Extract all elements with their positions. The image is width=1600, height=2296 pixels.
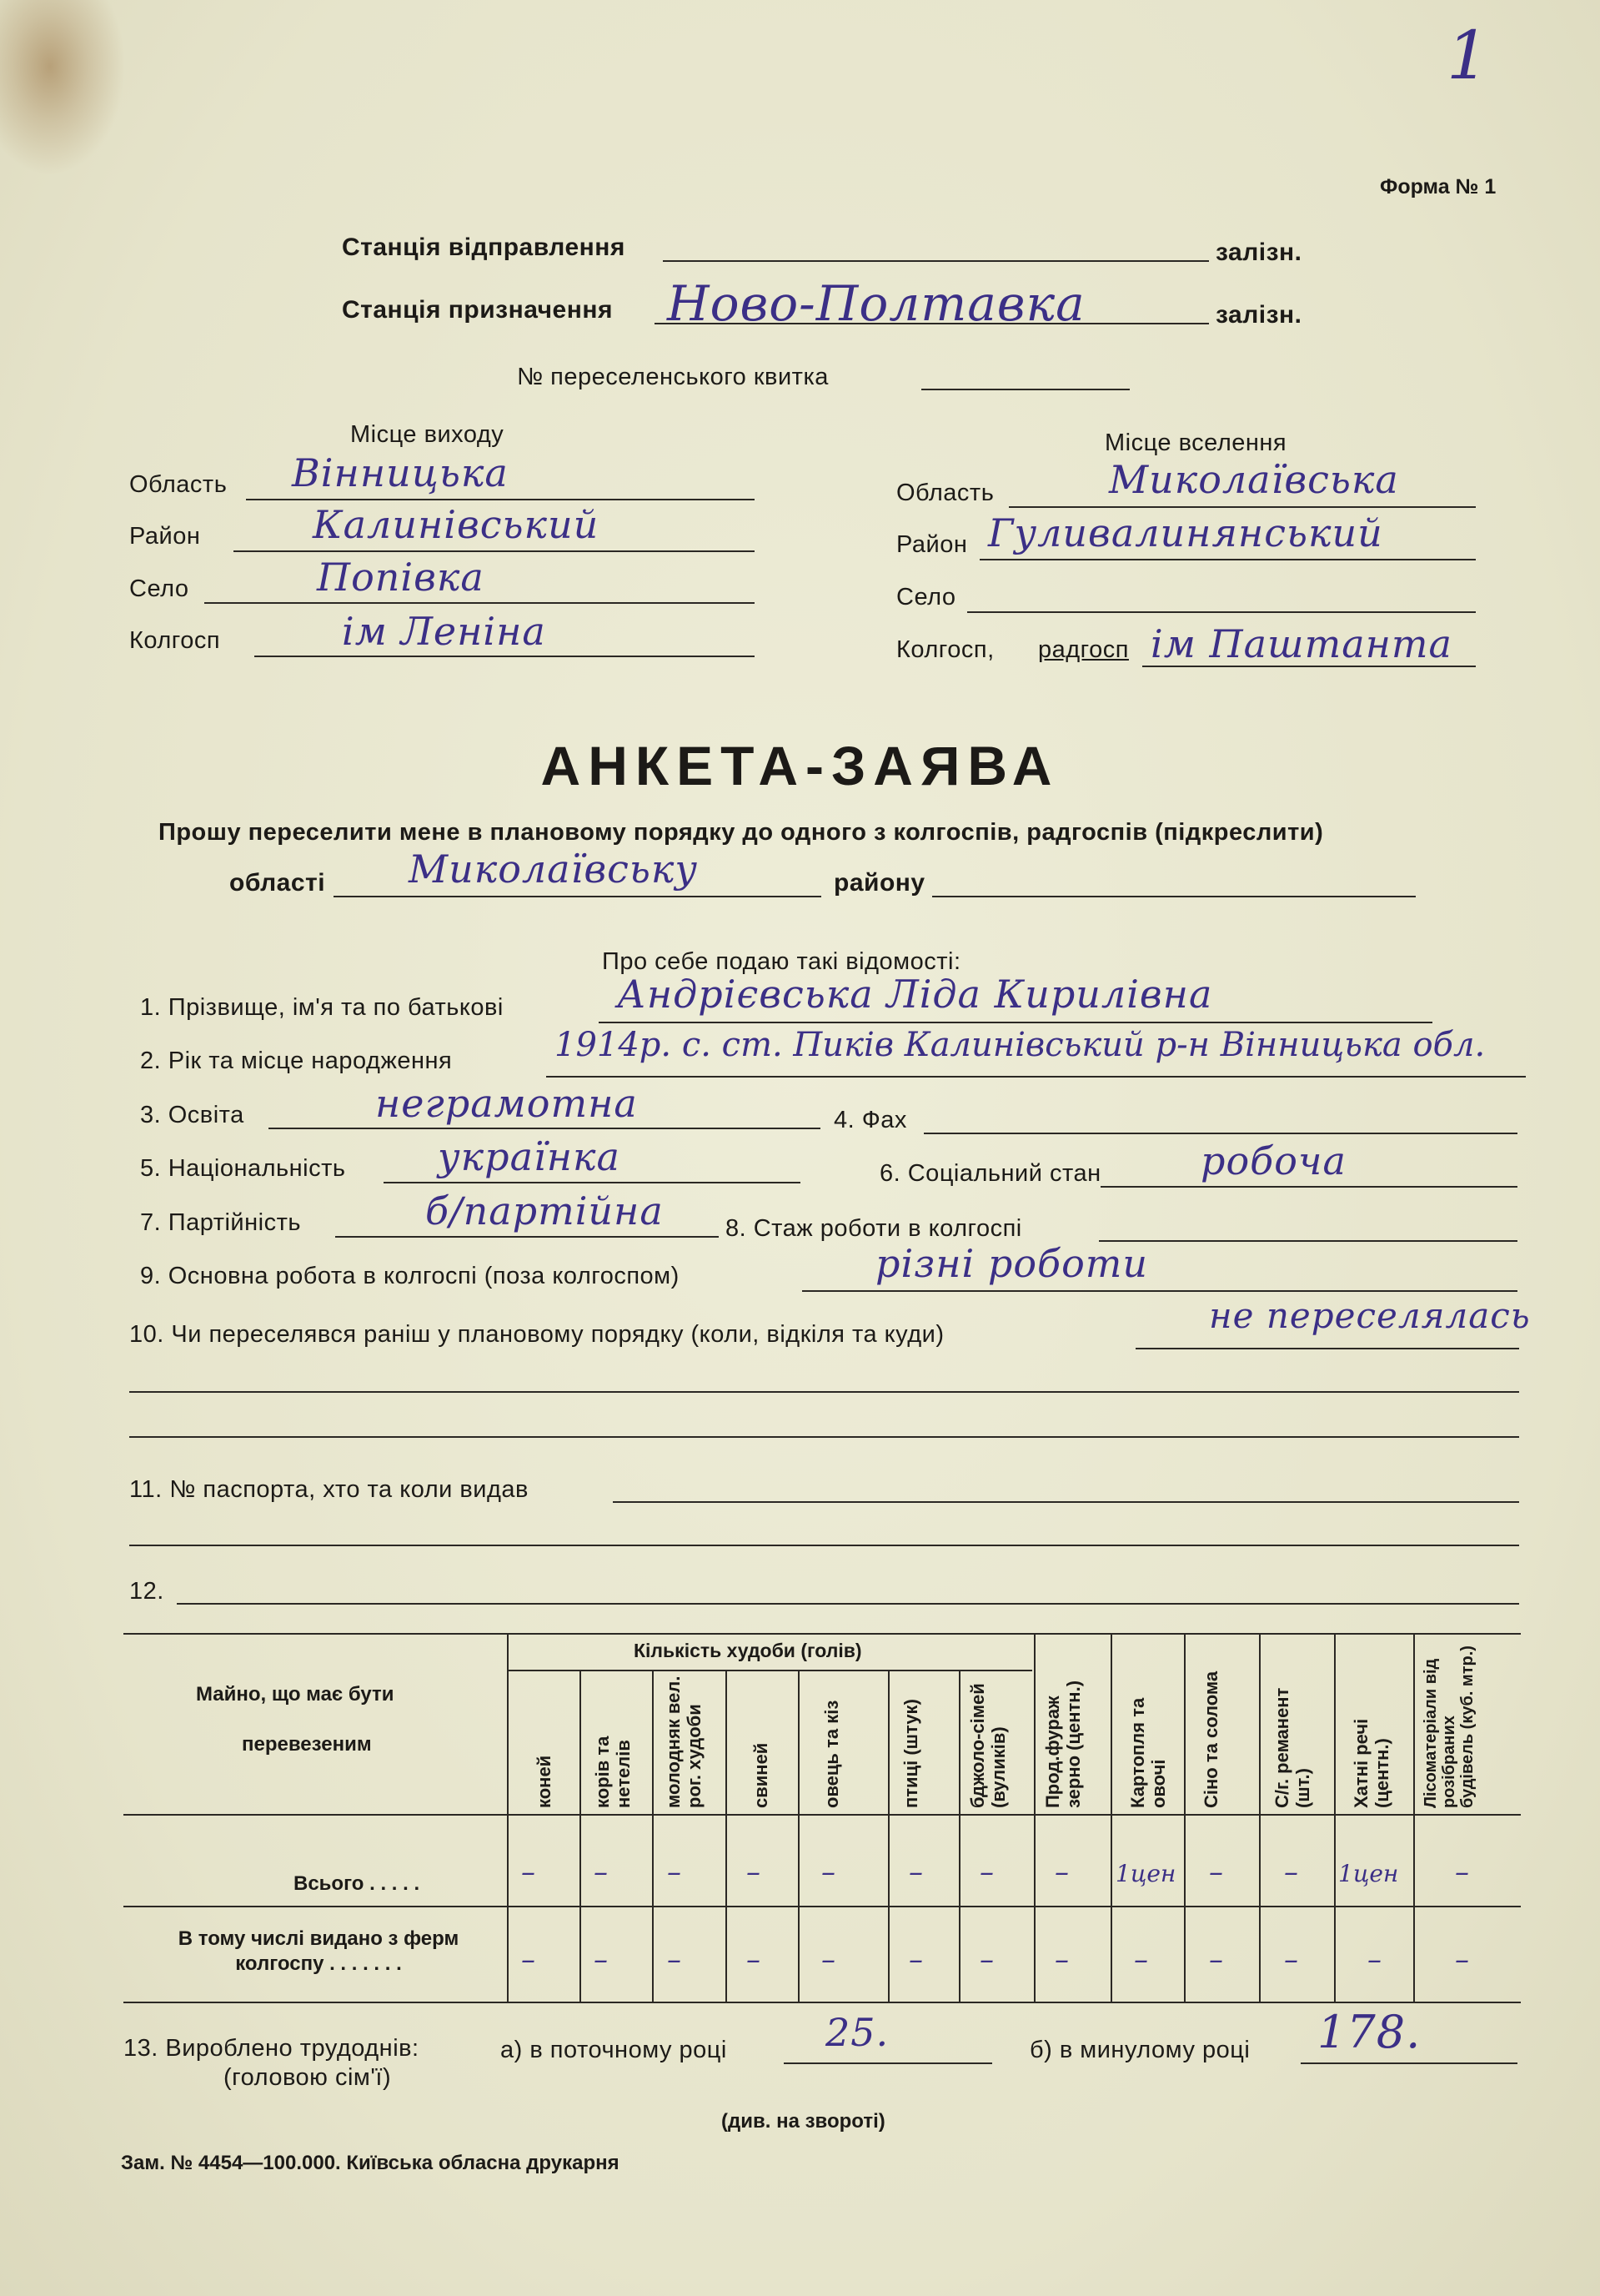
workdays-current-label: а) в поточному році [500, 2037, 727, 2063]
field-3-label: 3. Освіта [140, 1102, 244, 1128]
oblast-label: області [229, 869, 326, 897]
destination-kolkhoz-label: Колгосп, [896, 636, 995, 663]
field-11-extra-line [129, 1545, 1519, 1546]
destination-village-line [967, 611, 1476, 613]
field-6-label: 6. Соціальний стан [880, 1160, 1101, 1187]
destination-heading: Місце вселення [1105, 430, 1287, 456]
origin-kolkhoz-line [254, 656, 755, 657]
origin-kolkhoz-label: Колгосп [129, 627, 221, 654]
origin-district-line [233, 550, 755, 552]
destination-region-value: Миколаївська [1109, 457, 1399, 502]
property-header-2: перевезеним [242, 1733, 372, 1756]
origin-village-line [204, 602, 755, 604]
field-9-label: 9. Основна робота в колгоспі (поза колгоспом) [140, 1263, 680, 1289]
origin-heading: Місце виходу [350, 421, 504, 448]
table-col-border [798, 1670, 800, 2002]
field-12-label: 12. [129, 1578, 164, 1605]
table-col-border [725, 1670, 727, 2002]
field-3-value: неграмотна [375, 1081, 638, 1126]
table-col-border [1034, 1633, 1036, 2002]
col-header-household: Хатні речі (центн.) [1351, 1718, 1392, 1808]
form-label: Форма № 1 [1380, 175, 1497, 198]
table-col-border [652, 1670, 654, 2002]
origin-region-line [246, 499, 755, 500]
col-header-grain: Прод.фураж зерно (центн.) [1042, 1680, 1084, 1808]
table-cell: – [821, 1943, 835, 1977]
table-col-border [507, 1633, 509, 2002]
col-header-pigs: свиней [750, 1742, 771, 1808]
table-col-border [1413, 1633, 1415, 2002]
col-header-potatoes: Картопля та овочі [1127, 1697, 1169, 1808]
ticket-line [921, 389, 1130, 390]
raion-label: району [834, 869, 925, 897]
table-col-border [959, 1670, 961, 2002]
destination-village-label: Село [896, 584, 956, 610]
page-number: 1 [1447, 17, 1489, 94]
table-cell: – [1055, 1856, 1069, 1889]
origin-region-value: Вінницька [292, 450, 509, 495]
field-5-line [384, 1182, 800, 1183]
printer-note: Зам. № 4454—100.000. Київська обласна друкарня [121, 2152, 619, 2174]
col-header-hay: Сіно та солома [1201, 1671, 1221, 1808]
field-9-value: різні роботи [875, 1241, 1149, 1286]
table-cell: – [1209, 1856, 1223, 1889]
oblast-line [334, 896, 821, 897]
see-back-note: (див. на звороті) [721, 2110, 885, 2133]
rail-label-1: залізн. [1216, 239, 1302, 266]
table-col-border [579, 1670, 581, 2002]
workdays-current-line [784, 2062, 992, 2064]
col-header-poultry: птиці (штук) [900, 1699, 921, 1808]
property-header-1: Майно, що має бути [196, 1683, 394, 1706]
table-col-border [888, 1670, 890, 2002]
table-cell: – [1284, 1943, 1298, 1977]
field-4-line [924, 1133, 1517, 1134]
col-header-horses: коней [534, 1755, 554, 1808]
table-cell: – [1367, 1943, 1382, 1977]
table-cell: – [980, 1943, 994, 1977]
field-3-line [268, 1128, 820, 1129]
table-row-1-bottom [123, 1906, 1521, 1907]
field-5-label: 5. Національність [140, 1155, 346, 1182]
table-col-border [1111, 1633, 1112, 2002]
table-cell: – [1134, 1943, 1148, 1977]
workdays-sub-label: (головою сім'ї) [223, 2064, 392, 2091]
field-10-line [1136, 1348, 1519, 1349]
raion-line [932, 896, 1416, 897]
col-header-sheep: овець та кіз [821, 1700, 842, 1808]
table-cell: – [667, 1943, 681, 1977]
col-header-beehives: бджоло-сімей (вуликів) [967, 1683, 1009, 1808]
field-2-label: 2. Рік та місце народження [140, 1048, 453, 1074]
destination-district-value: Гуливалинянський [988, 510, 1383, 555]
workdays-previous-line [1301, 2062, 1517, 2064]
livestock-header: Кількість худоби (голів) [634, 1640, 862, 1661]
workdays-current-value: 25. [825, 2010, 890, 2055]
table-cell: – [594, 1943, 608, 1977]
table-top-border [123, 1633, 1521, 1635]
origin-kolkhoz-value: ім Леніна [342, 609, 546, 654]
document-title: АНКЕТА-ЗАЯВА [540, 735, 1060, 796]
table-cell: – [909, 1856, 923, 1889]
origin-district-value: Калинівський [313, 502, 599, 547]
origin-region-label: Область [129, 471, 228, 498]
destination-region-line [1009, 506, 1476, 508]
table-cell: – [746, 1856, 760, 1889]
field-7-line [335, 1236, 719, 1238]
field-9-line [802, 1290, 1517, 1292]
oblast-value: Миколаївську [409, 847, 699, 892]
table-cell: 1цен [1338, 1860, 1399, 1887]
table-cell: 1цен [1116, 1860, 1176, 1887]
table-cell: – [909, 1943, 923, 1977]
table-cell: – [746, 1943, 760, 1977]
field-2-line [546, 1076, 1526, 1078]
livestock-header-line [509, 1670, 1032, 1671]
ticket-label: № переселенського квитка [517, 364, 829, 390]
table-header-bottom [123, 1814, 1521, 1816]
field-6-line [1101, 1186, 1517, 1188]
field-2-value: 1914р. с. ст. Пиків Калинівський р-н Вінницька обл. [554, 1026, 1486, 1064]
destination-region-label: Область [896, 480, 995, 506]
table-cell: – [1284, 1856, 1298, 1889]
field-12-line [177, 1603, 1519, 1605]
field-10-label: 10. Чи переселявся раніш у плановому порядку (коли, відкіля та куди) [129, 1321, 945, 1348]
origin-district-label: Район [129, 523, 201, 550]
table-cell: – [821, 1856, 835, 1889]
row-label-issued: В тому числі видано з ферм колгоспу . . . . . . . [178, 1927, 459, 1975]
row-label-total: Всього . . . . . [293, 1872, 420, 1895]
field-5-value: українка [438, 1134, 620, 1179]
destination-kolkhoz-value: ім Паштанта [1151, 621, 1452, 666]
destination-station-value: Ново-Полтавка [667, 275, 1086, 332]
field-10-extra-line-2 [129, 1436, 1519, 1438]
intro-text: Про себе подаю такі відомості: [602, 948, 961, 975]
col-header-timber: Лісоматеріали від розібраних будівель (куб. мтр.) [1422, 1645, 1477, 1808]
field-7-label: 7. Партійність [140, 1209, 301, 1236]
col-header-young-cattle: молодняк вел. рог. худоби [663, 1676, 705, 1808]
field-1-line [599, 1022, 1432, 1023]
table-col-border [1259, 1633, 1261, 2002]
table-cell: – [667, 1856, 681, 1889]
departure-station-label: Станція відправлення [342, 234, 625, 261]
destination-district-label: Район [896, 531, 968, 558]
rail-label-2: залізн. [1216, 301, 1302, 329]
field-11-line [613, 1501, 1519, 1503]
table-cell: – [521, 1943, 535, 1977]
field-6-value: робоча [1201, 1138, 1347, 1183]
field-8-line [1099, 1240, 1517, 1242]
destination-radgosp-label: радгосп [1038, 636, 1129, 663]
field-7-value: б/партійна [425, 1188, 664, 1233]
table-cell: – [594, 1856, 608, 1889]
request-text: Прошу переселити мене в плановому порядку до одного з колгоспів, радгоспів (підкреслити) [158, 819, 1324, 846]
field-10-extra-line-1 [129, 1391, 1519, 1393]
col-header-equipment: С/г. реманент (шт.) [1271, 1687, 1313, 1808]
departure-station-line [663, 260, 1209, 262]
table-cell: – [1455, 1943, 1469, 1977]
table-cell: – [521, 1856, 535, 1889]
field-1-value: Андрієвська Ліда Кирилівна [617, 972, 1213, 1017]
col-header-cows: корів та нетелів [592, 1736, 634, 1808]
origin-village-value: Попівка [317, 555, 484, 600]
table-cell: – [980, 1856, 994, 1889]
field-4-label: 4. Фах [834, 1107, 907, 1133]
table-cell: – [1055, 1943, 1069, 1977]
origin-village-label: Село [129, 575, 189, 602]
table-row-2-bottom [123, 2002, 1521, 2003]
table-cell: – [1455, 1856, 1469, 1889]
field-11-label: 11. № паспорта, хто та коли видав [129, 1476, 529, 1503]
workdays-label: 13. Вироблено трудоднів: [123, 2035, 419, 2062]
workdays-previous-label: б) в минулому році [1030, 2037, 1251, 2063]
destination-district-line [980, 559, 1476, 560]
table-col-border [1184, 1633, 1186, 2002]
destination-station-label: Станція призначення [342, 296, 613, 324]
field-10-value: не переселялась [1209, 1295, 1531, 1336]
field-1-label: 1. Прізвище, ім'я та по батькові [140, 994, 504, 1021]
table-cell: – [1209, 1943, 1223, 1977]
table-col-border [1334, 1633, 1336, 2002]
workdays-previous-value: 178. [1317, 2006, 1422, 2058]
field-8-label: 8. Стаж роботи в колгоспі [725, 1215, 1022, 1242]
